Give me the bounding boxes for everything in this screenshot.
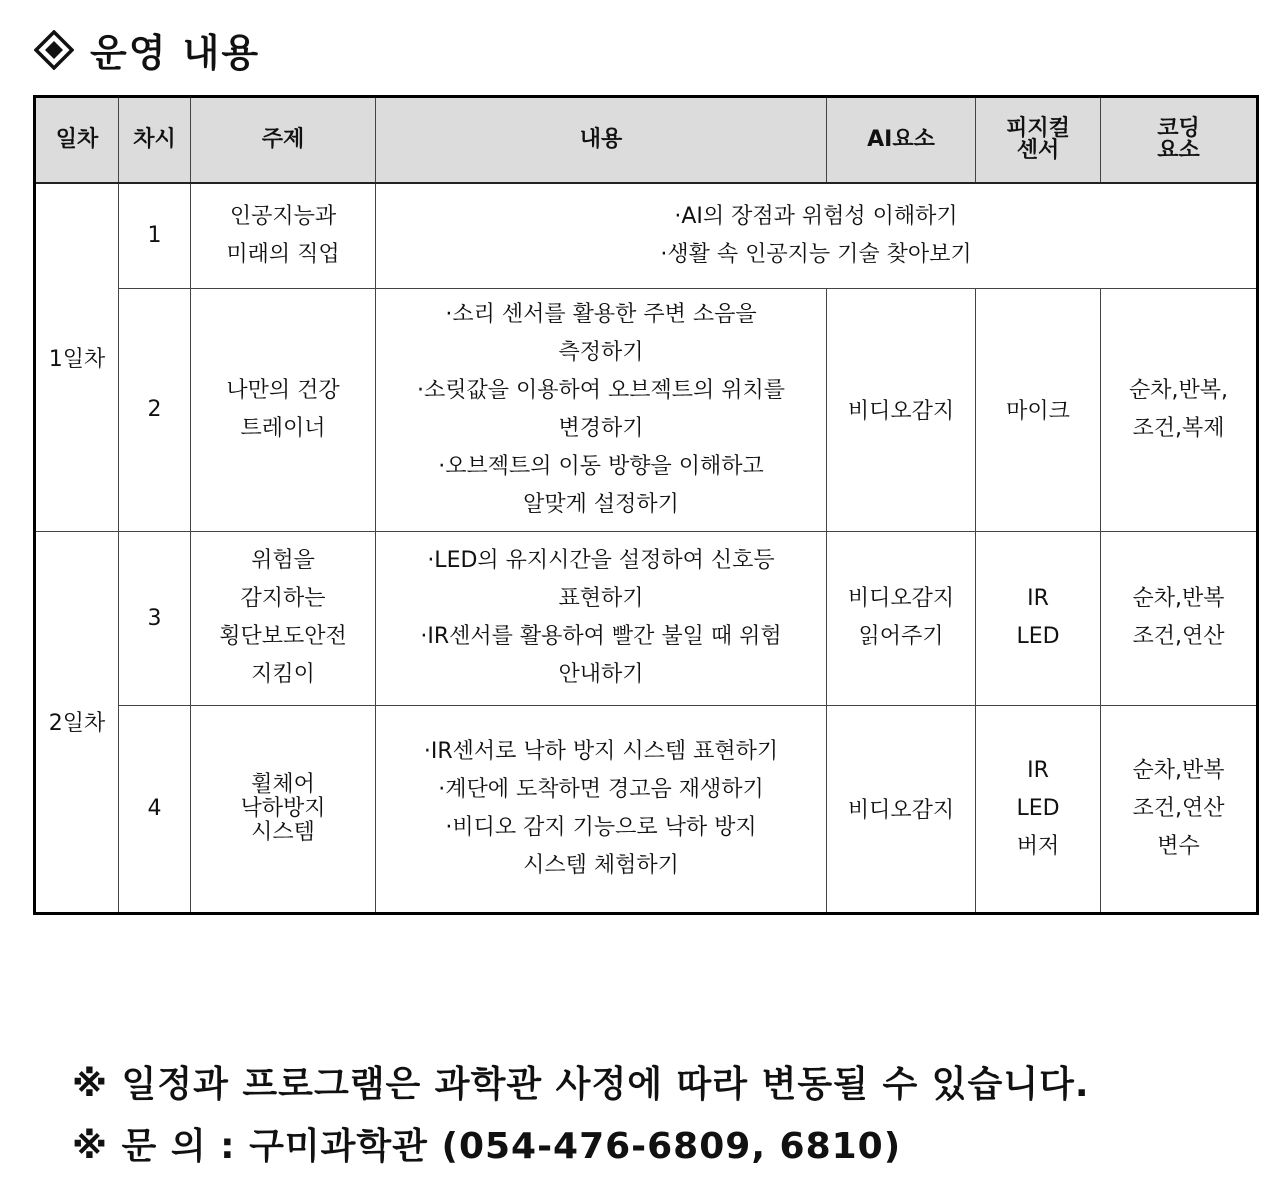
topic-cell: 인공지능과 미래의 직업 bbox=[191, 183, 376, 288]
section-heading bbox=[34, 22, 260, 77]
sensor-cell: IR LED 버저 bbox=[976, 705, 1101, 913]
header-ai: AI요소 bbox=[827, 97, 976, 184]
header-content: 내용 bbox=[376, 97, 827, 184]
table-header-row bbox=[35, 97, 1258, 184]
header-day: 일차 bbox=[35, 97, 119, 184]
content-cell: ·소리 센서를 활용한 주변 소음을 측정하기 ·소릿값을 이용하여 오브젝트의 위치를 변경하기 ·오브젝트의 이동 방향을 이해하고 알맞게 설정하기 bbox=[376, 288, 827, 531]
schedule-table bbox=[33, 95, 1259, 915]
contact-info: ※ 문 의 : 구미과학관 (054-476-6809, 6810) bbox=[72, 1126, 902, 1167]
session-cell: 2 bbox=[119, 288, 191, 531]
table-row bbox=[35, 531, 1258, 705]
coding-cell: 순차,반복, 조건,복제 bbox=[1101, 288, 1258, 531]
day-cell: 1일차 bbox=[35, 183, 119, 531]
session-cell: 1 bbox=[119, 183, 191, 288]
content-cell: ·IR센서로 낙하 방지 시스템 표현하기 ·계단에 도착하면 경고음 재생하기 ·비디오 감지 기능으로 낙하 방지 시스템 체험하기 bbox=[376, 705, 827, 913]
table-row bbox=[35, 288, 1258, 531]
session-cell: 4 bbox=[119, 705, 191, 913]
coding-cell: 순차,반복 조건,연산 변수 bbox=[1101, 705, 1258, 913]
coding-cell: 순차,반복 조건,연산 bbox=[1101, 531, 1258, 705]
header-topic: 주제 bbox=[191, 97, 376, 184]
ai-cell: 비디오감지 bbox=[827, 705, 976, 913]
topic-cell: 휠체어 낙하방지 시스템 bbox=[191, 705, 376, 913]
session-cell: 3 bbox=[119, 531, 191, 705]
topic-cell: 나만의 건강 트레이너 bbox=[191, 288, 376, 531]
content-cell: ·AI의 장점과 위험성 이해하기 ·생활 속 인공지능 기술 찾아보기 bbox=[376, 183, 1258, 288]
table-row bbox=[35, 183, 1258, 288]
ai-cell: 비디오감지 읽어주기 bbox=[827, 531, 976, 705]
diamond-bullet-icon bbox=[34, 30, 74, 70]
header-coding: 코딩 요소 bbox=[1101, 97, 1258, 184]
topic-cell: 위험을 감지하는 횡단보도안전 지킴이 bbox=[191, 531, 376, 705]
section-title: 운영 내용 bbox=[90, 31, 261, 75]
header-sensor: 피지컬 센서 bbox=[976, 97, 1101, 184]
sensor-cell: IR LED bbox=[976, 531, 1101, 705]
ai-cell: 비디오감지 bbox=[827, 288, 976, 531]
table-row bbox=[35, 705, 1258, 913]
day-cell: 2일차 bbox=[35, 531, 119, 913]
schedule-change-notice: ※ 일정과 프로그램은 과학관 사정에 따라 변동될 수 있습니다. bbox=[72, 1064, 1090, 1105]
sensor-cell: 마이크 bbox=[976, 288, 1101, 531]
content-cell: ·LED의 유지시간을 설정하여 신호등 표현하기 ·IR센서를 활용하여 빨간 불일 때 위험 안내하기 bbox=[376, 531, 827, 705]
header-session: 차시 bbox=[119, 97, 191, 184]
